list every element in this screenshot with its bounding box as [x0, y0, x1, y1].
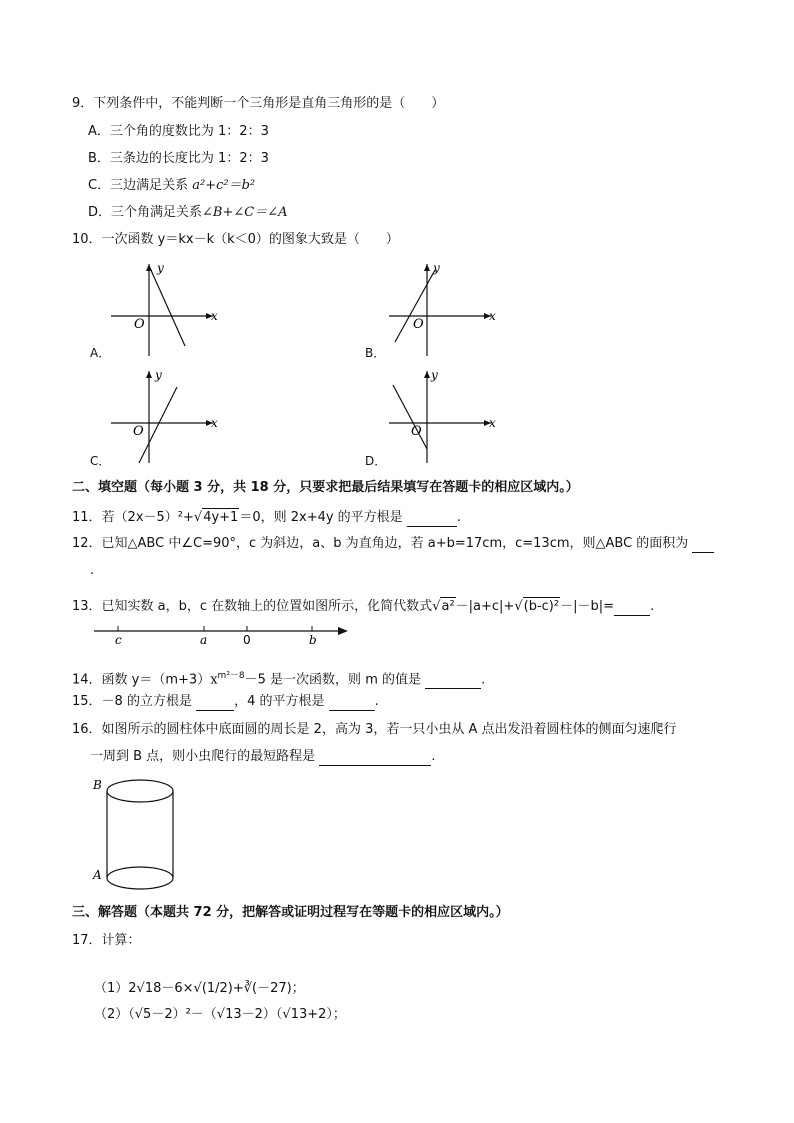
q10-label-a: A．	[90, 346, 111, 360]
q15-pre: 15．－8 的立方根是	[72, 694, 192, 709]
q13-post: －|－b|=	[560, 599, 614, 614]
q10-label-c: C．	[90, 454, 111, 468]
function-line	[393, 385, 427, 449]
origin-label: O	[413, 317, 424, 332]
q13: 13．已知实数 a，b，c 在数轴上的位置如图所示，化简代数式√a²－|a+c|+√(b-c)²－|－b|= .	[72, 599, 655, 614]
q14-exponent: m²－8	[217, 671, 245, 681]
q11-pre: 11．若（2x－5）²+	[72, 510, 194, 525]
q14-post: －5 是一次函数，则 m 的值是	[244, 672, 421, 688]
q15-end: .	[374, 694, 379, 709]
x-label: x	[489, 416, 496, 430]
q10-label-b: B．	[365, 346, 386, 360]
q14-end: .	[481, 672, 486, 688]
q15-blank-2[interactable]	[329, 696, 375, 711]
cylinder-top	[107, 780, 173, 802]
x-label: x	[211, 309, 218, 323]
q16-line-2	[90, 748, 435, 766]
q13-answer-blank[interactable]	[614, 601, 650, 616]
q9-option-a: A．三个角的度数比为 1：2：3	[88, 124, 269, 139]
q9-option-c-text: C．三边满足关系	[88, 178, 193, 193]
q14-base: x	[210, 672, 218, 688]
q13-end: .	[650, 599, 655, 614]
q11-end: .	[456, 510, 461, 525]
q16-answer-blank[interactable]	[319, 751, 431, 766]
q11-radicand: 4y+1	[203, 510, 239, 525]
q10-graph-b	[383, 258, 508, 358]
q12-continuation: .	[90, 563, 95, 578]
q11-answer-blank[interactable]	[407, 512, 457, 527]
label-a: a	[200, 633, 208, 646]
q13-radicand-2: (b-c)²	[523, 599, 560, 614]
q13-mid: －|a+c|+	[455, 599, 515, 614]
label-a: A	[93, 868, 102, 882]
q9-option-b: B．三条边的长度比为 1：2：3	[88, 151, 269, 166]
q9-stem: 9．下列条件中，不能判断一个三角形是直角三角形的是（ ）	[72, 96, 445, 111]
y-arrow-icon	[146, 371, 152, 378]
q16-cylinder	[90, 775, 190, 893]
q16-line-1: 16．如图所示的圆柱体中底面圆的周长是 2，高为 3，若一只小虫从 A 点出发沿着圆柱体的侧面匀速爬行	[72, 722, 677, 737]
q10-stem: 10．一次函数 y＝kx－k（k＜0）的图象大致是（ ）	[72, 232, 399, 247]
q16-end: .	[431, 749, 436, 764]
y-label: y	[433, 261, 440, 275]
function-line	[139, 387, 177, 463]
q17-part-1: （1）2√18－6×√(1/2)+∛(－27)；	[94, 981, 305, 996]
y-arrow-icon	[424, 264, 430, 271]
q10-label-d: D．	[365, 454, 387, 468]
function-line	[150, 268, 185, 346]
label-b: B	[93, 778, 102, 792]
q14-answer-blank[interactable]	[425, 674, 481, 689]
x-label: x	[211, 416, 218, 430]
origin-label: O	[134, 317, 145, 332]
y-label: y	[157, 261, 164, 275]
origin-label: O	[133, 424, 144, 439]
q15	[72, 693, 379, 711]
q13-radicand-1: a²	[441, 599, 455, 614]
section-3-heading: 三、解答题（本题共 72 分，把解答或证明过程写在等题卡的相应区域内。）	[72, 905, 509, 920]
q14	[72, 667, 485, 689]
q13-number-line	[90, 622, 355, 646]
q12-text: 12．已知△ABC 中∠C=90°，c 为斜边，a、b 为直角边，若 a+b=17cm，c=13cm，则△ABC 的面积为	[72, 536, 689, 551]
q9-option-d-text: D．三个角满足关系	[88, 205, 203, 220]
q12	[72, 535, 714, 553]
origin-label: O	[411, 424, 422, 439]
q10-graph-a	[105, 258, 230, 358]
q9-option-d-expr: ∠B+∠C＝∠A	[202, 205, 288, 220]
q9-option-d	[88, 204, 287, 222]
q11-post: ＝0，则 2x+4y 的平方根是	[239, 510, 403, 525]
q17-stem: 17．计算：	[72, 933, 141, 948]
y-arrow-icon	[424, 371, 430, 378]
q11: 11．若（2x－5）²+√4y+1＝0，则 2x+4y 的平方根是 .	[72, 510, 461, 525]
q9-option-c-expr: a²+c²＝b²	[192, 178, 256, 193]
q10-graph-d	[383, 365, 508, 465]
q10-graph-c	[105, 365, 230, 465]
cylinder-bottom	[107, 867, 173, 889]
y-label: y	[155, 368, 162, 382]
q15-mid: ，4 的平方根是	[234, 694, 325, 709]
label-c: c	[115, 633, 122, 646]
label-0: 0	[243, 633, 251, 646]
y-label: y	[431, 368, 438, 382]
q9-option-c	[88, 177, 255, 195]
label-b: b	[309, 633, 317, 646]
q17-part-2: （2）（√5－2）²－（√13－2）（√13+2）；	[94, 1007, 346, 1022]
q12-answer-blank[interactable]	[692, 538, 714, 553]
q14-pre: 14．函数 y＝（m+3）	[72, 672, 211, 688]
x-label: x	[489, 309, 496, 323]
q15-blank-1[interactable]	[196, 696, 234, 711]
number-line-arrow-icon	[338, 627, 348, 635]
q13-pre: 13．已知实数 a，b，c 在数轴上的位置如图所示，化简代数式	[72, 599, 433, 614]
q16-text: 一周到 B 点，则小虫爬行的最短路程是	[90, 749, 316, 764]
section-2-heading: 二、填空题（每小题 3 分，共 18 分，只要求把最后结果填写在答题卡的相应区域内。）	[72, 480, 579, 495]
